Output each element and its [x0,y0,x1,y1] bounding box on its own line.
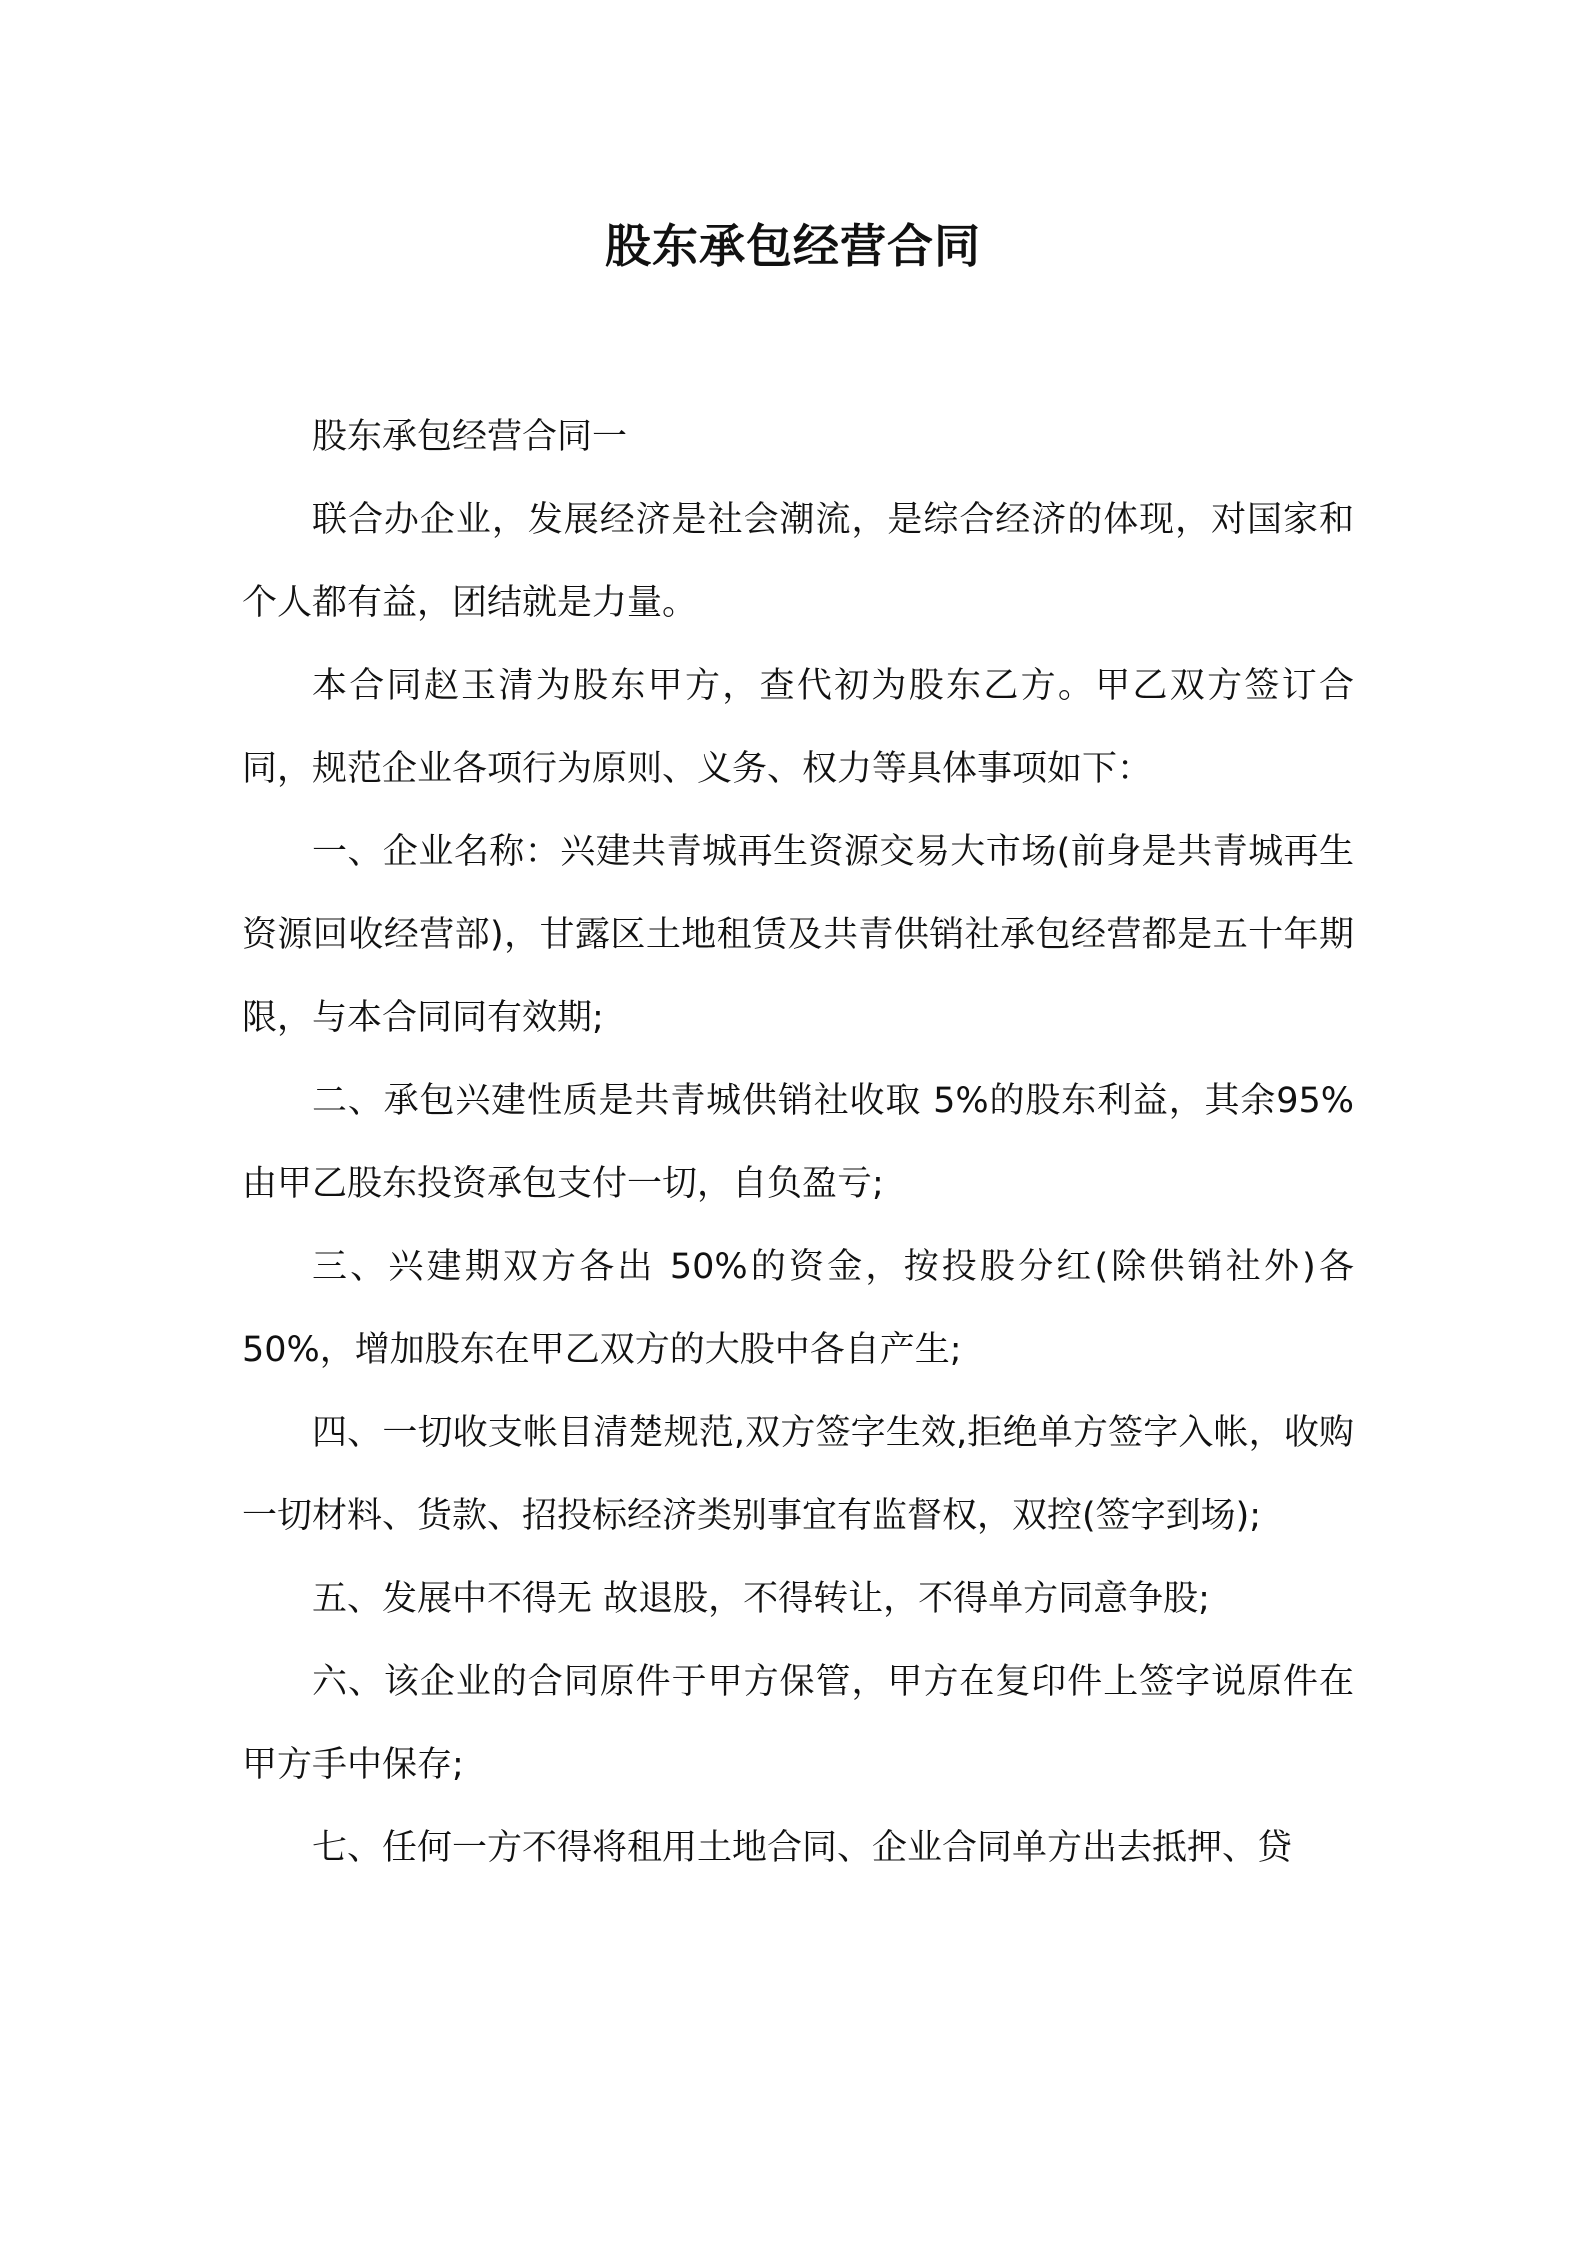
document-body [242,396,1354,1890]
clause-1: 一、企业名称：兴建共青城再生资源交易大市场(前身是共青城再生资源回收经营部)，甘露区土地租赁及共青供销社承包经营都是五十年期限，与本合同同有效期; [242,832,1354,1038]
clause-3: 三、兴建期双方各出 50%的资金，按投股分红(除供销社外)各50%，增加股东在甲乙双方的大股中各自产生; [242,1247,1354,1370]
clause-4: 四、一切收支帐目清楚规范,双方签字生效,拒绝单方签字入帐，收购一切材料、货款、招投标经济类别事宜有监督权，双控(签字到场); [242,1413,1354,1536]
clause-5: 五、发展中不得无 故退股，不得转让，不得单方同意争股; [312,1579,1210,1619]
paragraph-subtitle: 股东承包经营合同一 [312,417,628,457]
document-title: 股东承包经营合同 [605,219,981,273]
paragraph-parties: 本合同赵玉清为股东甲方，查代初为股东乙方。甲乙双方签订合同，规范企业各项行为原则、义务、权力等具体事项如下： [242,666,1354,789]
clause-7: 七、任何一方不得将租用土地合同、企业合同单方出去抵押、贷 [312,1828,1293,1868]
paragraph-preamble: 联合办企业，发展经济是社会潮流，是综合经济的体现，对国家和个人都有益，团结就是力量。 [242,500,1354,623]
clause-2: 二、承包兴建性质是共青城供销社收取 5%的股东利益，其余95%由甲乙股东投资承包支付一切，自负盈亏; [242,1081,1354,1204]
clause-6: 六、该企业的合同原件于甲方保管，甲方在复印件上签字说原件在甲方手中保存; [242,1662,1354,1785]
